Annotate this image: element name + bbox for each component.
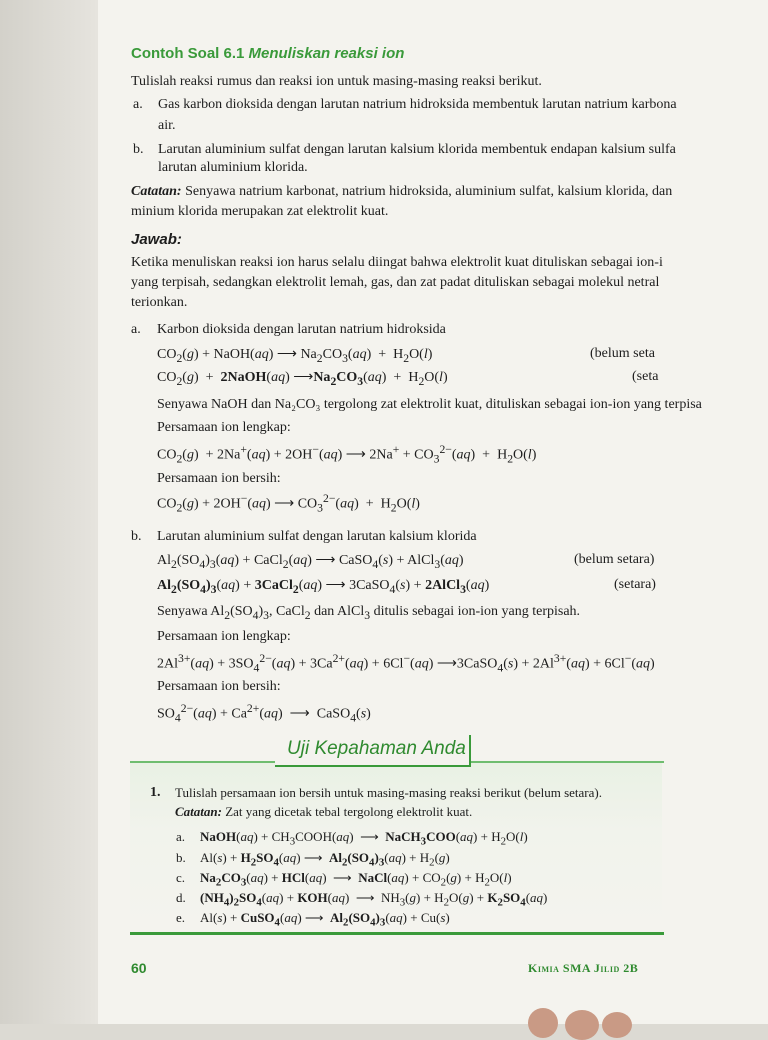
jawab-line3: terionkan. (131, 295, 188, 310)
question-a-line1: Gas karbon dioksida dengan larutan natrium hidroksida membentuk larutan natrium karbona (158, 97, 677, 112)
part-a-title: Karbon dioksida dengan larutan natrium hidroksida (157, 322, 446, 337)
equation-b1: $Al_2(SO_4)_3(aq)$ + CaCl$_2$(aq) ⟶ CaSO$_4$(s) + AlCl$_3$(aq) (157, 553, 464, 571)
equation-b3: $2Al^{3+}(aq) + 3SO_4^{2-}(aq) + 3Ca^{2+}(aq) + 6Cl^-(aq)$ ⟶3CaSO$_4$(s) + $2Al^{3+}(aq) + 6Cl^-(aq)$ (157, 652, 655, 675)
page-background (0, 0, 98, 1024)
exercise-number: 1. (150, 785, 161, 800)
catatan-label: Catatan: (131, 184, 182, 199)
page-number: 60 (131, 960, 147, 976)
jawab-label: Jawab: (131, 231, 182, 248)
exercise-c-marker: c. (176, 870, 186, 885)
question-b-line2: larutan aluminium klorida. (158, 160, 308, 175)
finger-2 (565, 1010, 599, 1040)
finger-3 (602, 1012, 632, 1038)
catatan-text1: Senyawa natrium karbonat, natrium hidroksida, aluminium sulfat, kalsium klorida, dan (185, 184, 673, 199)
question-b-line1: Larutan aluminium sulfat dengan larutan kalsium klorida membentuk endapan kalsium sulfa (158, 142, 676, 157)
question-a-marker: a. (133, 97, 143, 112)
catatan-line1 (131, 182, 672, 202)
exercise-title: Uji Kepahaman Anda (287, 738, 466, 759)
exercise-catatan (175, 802, 472, 822)
part-b-marker: b. (131, 529, 142, 544)
part-b-note: Senyawa $Al_2(SO_4)_3$, CaCl$_2$ dan AlCl$_3$ ditulis sebagai ion-ion yang terpisah. (157, 604, 581, 622)
exercise-c-equation: $Na_2CO_3(aq) + HCl(aq)$ ⟶ NaCl(aq) + $CO_2(g) + H_2O(l)$ (200, 870, 512, 889)
jawab-line1: Ketika menuliskan reaksi ion harus selalu diingat bahwa elektrolit kuat dituliskan sebagai ion-i (131, 255, 663, 270)
equation-b2: $Al_2(SO_4)_3(aq)$ + 3CaCl$_2$(aq) ⟶ 3CaSO$_4$(s) + 2AlCl$_3$(aq) (157, 578, 490, 596)
intro-text: Tulislah reaksi rumus dan reaksi ion untuk masing-masing reaksi berikut. (131, 74, 542, 89)
exercise-e-marker: e. (176, 910, 186, 925)
question-b-marker: b. (133, 142, 144, 157)
equation-a3: $CO_2(g) + 2Na^+(aq) + 2OH^-(aq)$ ⟶ $2Na^+ + CO_3^{2-}(aq) + H_2O(l)$ (157, 443, 537, 466)
exercise-a-marker: a. (176, 829, 186, 844)
example-title: Menuliskan reaksi ion (248, 45, 405, 62)
example-label: Contoh Soal 6.1 (131, 45, 245, 62)
exercise-catatan-label: Catatan: (175, 804, 222, 819)
part-b-title: Larutan aluminium sulfat dengan larutan kalsium klorida (157, 529, 477, 544)
equation-a2: $CO_2(g)$ + 2NaOH(aq) $⟶Na_2CO_3(aq) + H_2O(l)$ (157, 370, 448, 388)
jawab-line2: yang terpisah, sedangkan elektrolit lemah, gas, dan zat padat dituliskan sebagai molekul netral (131, 275, 660, 290)
equation-a4: $CO_2(g) + 2OH^-(aq)$ ⟶ $CO_3^{2-}(aq) + H_2O(l)$ (157, 492, 420, 515)
book-title: Kimia SMA Jilid 2B (528, 961, 639, 975)
exercise-b-marker: b. (176, 850, 186, 865)
exercise-b-equation: $Al(s) + H_2SO_4(aq)$ ⟶ $Al_2(SO_4)_3(aq) + H_2(g)$ (200, 850, 450, 869)
exercise-d-marker: d. (176, 890, 186, 905)
part-a-ion-lengkap-label: Persamaan ion lengkap: (157, 420, 291, 435)
exercise-d-equation: $(NH_4)_2SO_4(aq) + KOH(aq)$ ⟶ $NH_3(g) + H_2O(g) + K_2SO_4(aq)$ (200, 890, 548, 909)
part-a-marker: a. (131, 322, 141, 337)
part-a-note: Senyawa NaOH dan Na₂CO₃ tergolong zat elektrolit kuat, dituliskan sebagai ion-ion yang terpisa (157, 397, 702, 412)
status-a2: (seta (632, 369, 659, 384)
status-a1: (belum seta (590, 346, 655, 361)
status-b2: (setara) (614, 577, 656, 592)
exercise-a-equation: NaOH(aq) + $CH_3COOH(aq)$ ⟶ NaCH$_3$COO(aq) + $H_2O(l)$ (200, 829, 528, 848)
equation-a1: $CO_2(g)$ + NaOH(aq) ⟶ $Na_2CO_3(aq) + H_2O(l)$ (157, 347, 433, 365)
equation-b4: $SO_4^{2-}(aq) + Ca^{2+}(aq)$ ⟶ CaSO$_4$(s) (157, 702, 371, 725)
finger-1 (528, 1008, 558, 1038)
exercise-e-equation: Al(s) + CuSO$_4$(aq) ⟶ $Al_2(SO_4)_3(aq) + Cu(s)$ (200, 910, 450, 929)
part-b-ion-bersih-label: Persamaan ion bersih: (157, 679, 281, 694)
exercise-question: Tulislah persamaan ion bersih untuk masing-masing reaksi berikut (belum setara). (175, 785, 602, 800)
exercise-catatan-text: Zat yang dicetak tebal tergolong elektrolit kuat. (225, 804, 473, 819)
part-a-ion-bersih-label: Persamaan ion bersih: (157, 471, 281, 486)
part-b-ion-lengkap-label: Persamaan ion lengkap: (157, 629, 291, 644)
catatan-line2: minium klorida merupakan zat elektrolit kuat. (131, 204, 389, 219)
status-b1: (belum setara) (574, 552, 655, 567)
exercise-bottom-rule (130, 932, 664, 935)
example-heading (131, 45, 404, 62)
question-a-line2: air. (158, 118, 176, 133)
